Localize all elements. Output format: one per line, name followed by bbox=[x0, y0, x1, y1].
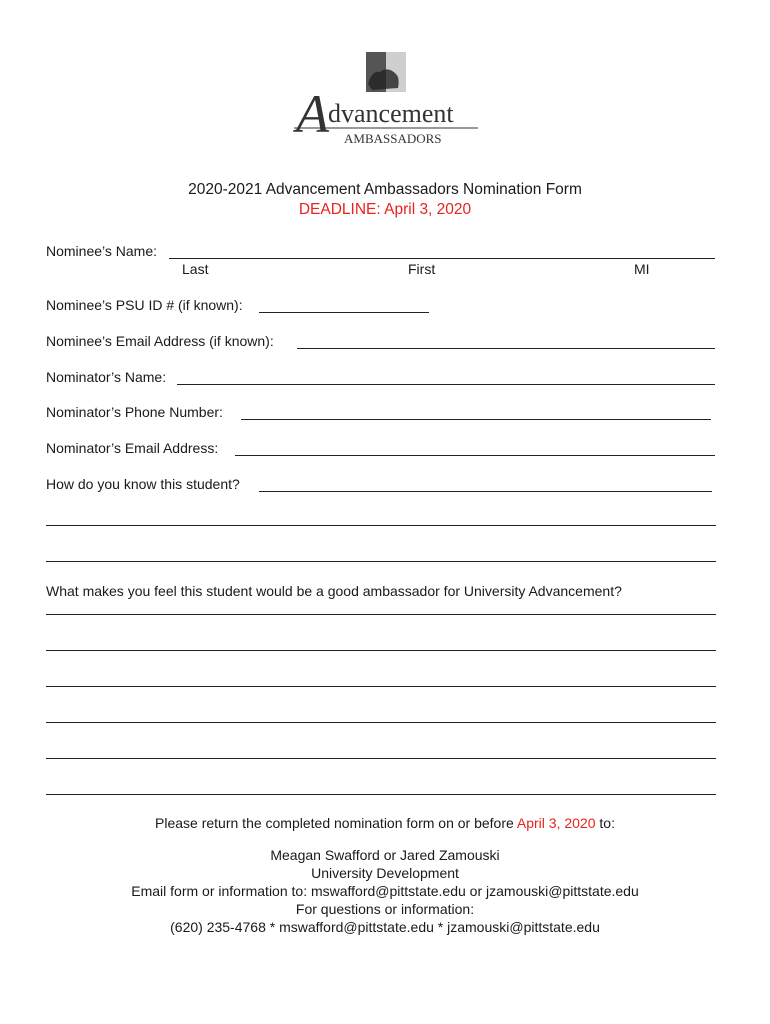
form-title: 2020-2021 Advancement Ambassadors Nomination Form bbox=[188, 181, 582, 198]
advancement-ambassadors-logo bbox=[288, 48, 480, 148]
good-ambassador-label: What makes you feel this student would be a good ambassador for University Advancement? bbox=[46, 583, 622, 599]
know-student-label: How do you know this student? bbox=[46, 476, 240, 492]
nominee-name-last-label: Last bbox=[182, 261, 209, 277]
return-text-before: Please return the completed nomination form on or before bbox=[155, 815, 517, 831]
svg-text:A: A bbox=[296, 84, 329, 144]
good-ambassador-line-2[interactable] bbox=[46, 650, 716, 651]
know-student-line-2[interactable] bbox=[46, 525, 716, 526]
good-ambassador-line-1[interactable] bbox=[46, 614, 716, 615]
svg-text:dvancement: dvancement bbox=[328, 99, 454, 128]
good-ambassador-line-4[interactable] bbox=[46, 722, 716, 723]
department: University Development bbox=[311, 865, 459, 881]
know-student-line[interactable] bbox=[259, 491, 712, 492]
nominator-email-line[interactable] bbox=[235, 455, 715, 456]
nominator-phone-label: Nominator’s Phone Number: bbox=[46, 404, 223, 420]
psu-id-line[interactable] bbox=[259, 312, 429, 313]
nominator-name-line[interactable] bbox=[177, 384, 715, 385]
good-ambassador-line-3[interactable] bbox=[46, 686, 716, 687]
nominator-name-label: Nominator’s Name: bbox=[46, 369, 167, 385]
svg-text:AMBASSADORS: AMBASSADORS bbox=[344, 131, 442, 146]
return-date: April 3, 2020 bbox=[516, 815, 596, 831]
contact-names: Meagan Swafford or Jared Zamouski bbox=[270, 847, 500, 863]
nominee-email-line[interactable] bbox=[297, 348, 715, 349]
return-instructions bbox=[0, 815, 770, 831]
questions-text: For questions or information: bbox=[295, 901, 475, 917]
nominator-phone-line[interactable] bbox=[241, 419, 711, 420]
nominee-name-line[interactable] bbox=[169, 258, 715, 259]
psu-id-label: Nominee’s PSU ID # (if known): bbox=[46, 297, 243, 313]
good-ambassador-line-6[interactable] bbox=[46, 794, 716, 795]
nominee-name-mi-label: MI bbox=[634, 261, 650, 277]
good-ambassador-line-5[interactable] bbox=[46, 758, 716, 759]
nominee-name-first-label: First bbox=[408, 261, 436, 277]
deadline-text: DEADLINE: April 3, 2020 bbox=[298, 201, 472, 218]
know-student-line-3[interactable] bbox=[46, 561, 716, 562]
phone-contact-line: (620) 235-4768 * mswafford@pittstate.edu * jzamouski@pittstate.edu bbox=[170, 919, 600, 935]
nominee-email-label: Nominee’s Email Address (if known): bbox=[46, 333, 274, 349]
email-instructions: Email form or information to: mswafford@pittstate.edu or jzamouski@pittstate.edu bbox=[131, 883, 639, 899]
return-text-after: to: bbox=[595, 815, 615, 831]
nominee-name-label: Nominee’s Name: bbox=[46, 243, 158, 259]
nominator-email-label: Nominator’s Email Address: bbox=[46, 440, 219, 456]
logo-graphic bbox=[288, 48, 480, 148]
